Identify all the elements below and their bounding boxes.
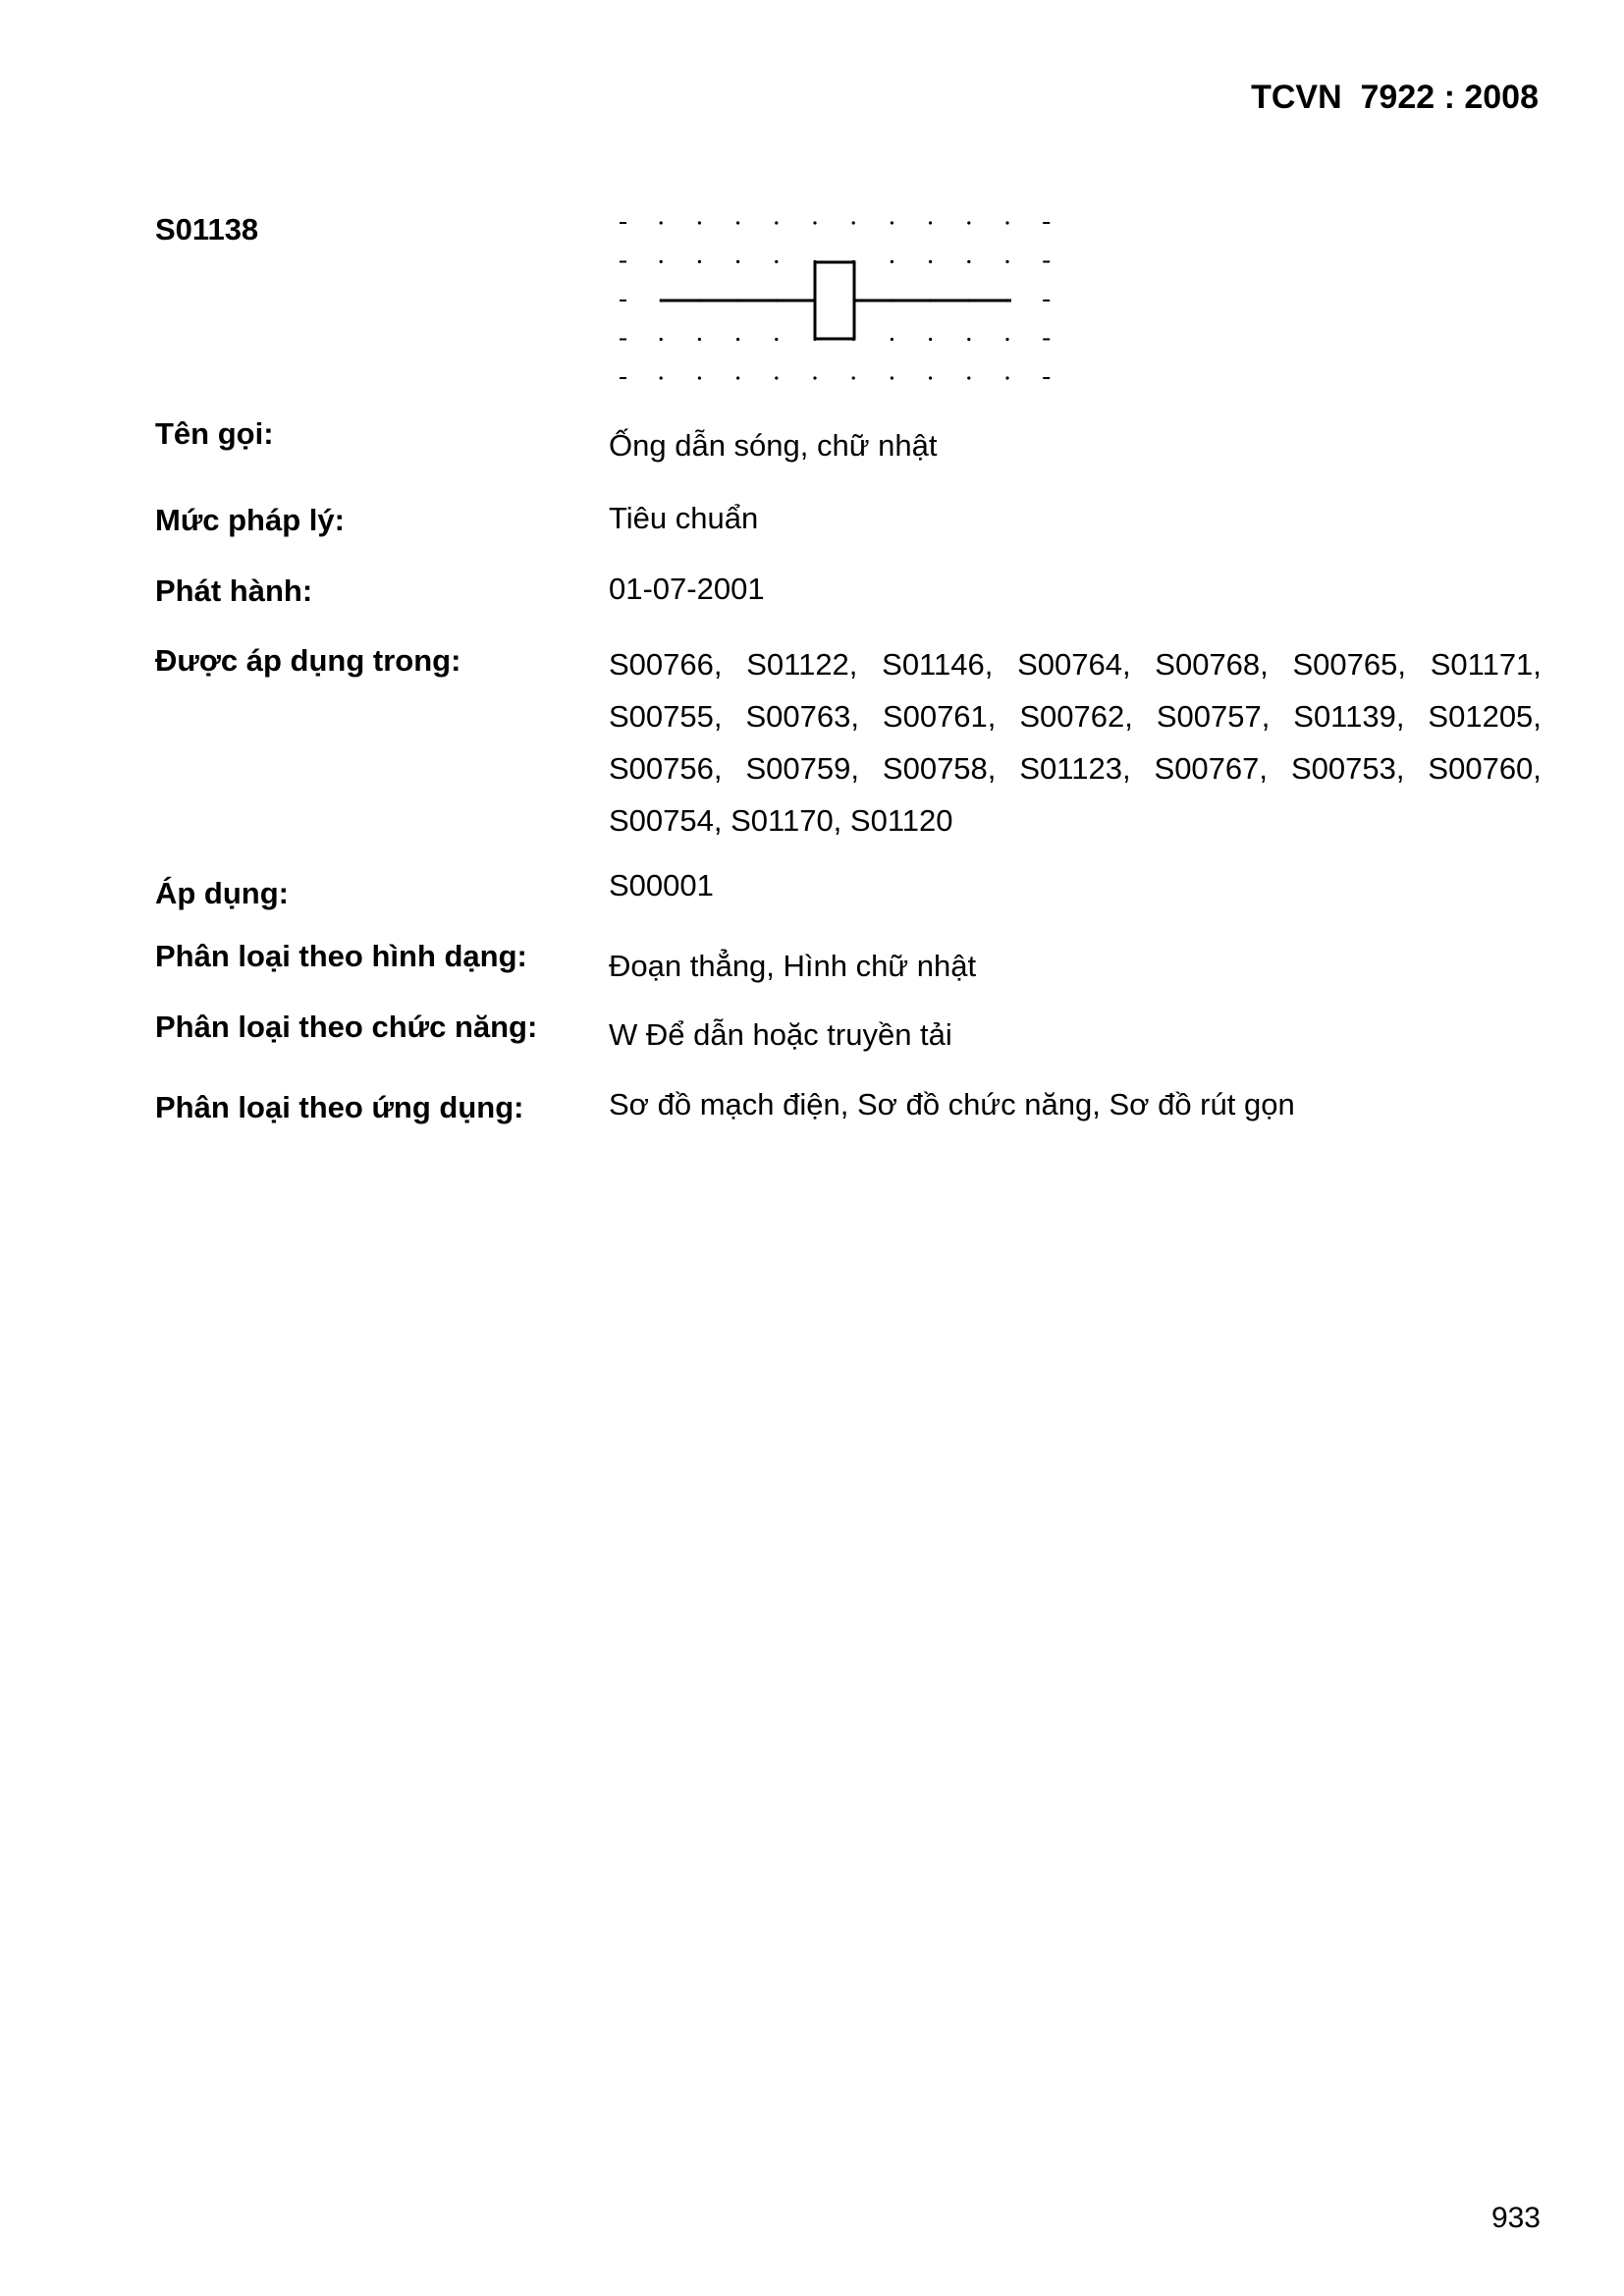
grid-dot (660, 260, 663, 263)
shape-classification-label: Phân loại theo hình dạng: (155, 939, 527, 973)
grid-dot (813, 376, 816, 379)
grid-dot (620, 222, 626, 224)
grid-dot (698, 221, 701, 224)
applied-in-item: S00767, (1154, 751, 1269, 786)
grid-dot (967, 376, 970, 379)
issued-value: 01-07-2001 (609, 572, 765, 606)
grid-dot (1005, 260, 1008, 263)
name-value: Ống dẫn sóng, chữ nhật (609, 428, 938, 463)
applied-in-item: S00766, (609, 647, 723, 682)
applied-in-item: S00755, (609, 699, 723, 734)
function-classification-label: Phân loại theo chức năng: (155, 1010, 538, 1044)
standard-header: TCVN 7922 : 2008 (1251, 79, 1539, 116)
applied-in-item: S00768, (1155, 647, 1269, 682)
grid-dot (1043, 222, 1050, 224)
grid-dot (1043, 339, 1050, 341)
applied-in-item: S01139, (1293, 699, 1405, 734)
applied-in-item: S00757, (1156, 699, 1271, 734)
grid-dot (775, 338, 778, 341)
applies-value: S00001 (609, 868, 714, 902)
applied-in-item: S00763, (745, 699, 859, 734)
grid-dot (775, 260, 778, 263)
applied-in-item: S00754, S01170, S01120 (609, 803, 953, 838)
grid-dot (929, 338, 932, 341)
symbol-graphic (609, 206, 1060, 393)
grid-dot (698, 338, 701, 341)
applied-in-item: S00753, (1290, 751, 1405, 786)
applied-in-item: S00764, (1017, 647, 1131, 682)
grid-dot (660, 376, 663, 379)
issued-label: Phát hành: (155, 574, 313, 608)
waveguide-rectangle (815, 262, 854, 339)
grid-dot (1005, 376, 1008, 379)
grid-dot (736, 260, 739, 263)
grid-dot (620, 339, 626, 341)
application-classification-value: Sơ đồ mạch điện, Sơ đồ chức năng, Sơ đồ rút gọn (609, 1087, 1295, 1121)
applied-in-line (609, 742, 1542, 794)
grid-dot (775, 221, 778, 224)
applied-in-item: S00762, (1019, 699, 1133, 734)
applied-in-item: S00761, (882, 699, 997, 734)
grid-dot (929, 221, 932, 224)
grid-dot (967, 221, 970, 224)
grid-dot (929, 376, 932, 379)
applied-in-item: S01205, (1428, 699, 1542, 734)
applied-in-line (609, 638, 1542, 690)
grid-dot (1005, 221, 1008, 224)
page-number: 933 (1490, 2202, 1541, 2234)
grid-dot (852, 221, 855, 224)
legal-level-value: Tiêu chuẩn (609, 501, 759, 535)
grid-dot (736, 338, 739, 341)
grid-dot (1005, 338, 1008, 341)
grid-dot (929, 260, 932, 263)
symbol-id: S01138 (155, 212, 259, 246)
applies-label: Áp dụng: (155, 876, 290, 910)
grid-dot (1043, 261, 1050, 263)
grid-dot (698, 376, 701, 379)
applied-in-item: S00765, (1292, 647, 1406, 682)
applied-in-line (609, 690, 1542, 742)
applied-in-item: S00756, (609, 751, 723, 786)
application-classification-label: Phân loại theo ứng dụng: (155, 1090, 524, 1124)
function-classification-value: W Để dẫn hoặc truyền tải (609, 1017, 952, 1052)
grid-dot (891, 260, 893, 263)
grid-dot (698, 260, 701, 263)
grid-dot (620, 300, 626, 301)
grid-dot (736, 221, 739, 224)
grid-dot (852, 376, 855, 379)
applied-in-line (609, 794, 1542, 847)
applied-in-list (609, 638, 1542, 847)
grid-dot (891, 338, 893, 341)
applied-in-item: S00759, (745, 751, 859, 786)
applied-in-item: S01171, (1430, 647, 1542, 682)
rectangular-waveguide-symbol-icon (609, 206, 1060, 398)
grid-dot (620, 261, 626, 263)
grid-dot (891, 376, 893, 379)
applied-in-label: Được áp dụng trong: (155, 643, 461, 678)
applied-in-item: S01123, (1019, 751, 1131, 786)
grid-dot (660, 221, 663, 224)
grid-dot (967, 260, 970, 263)
grid-dot (1043, 377, 1050, 379)
grid-dot (620, 377, 626, 379)
applied-in-item: S01122, (746, 647, 858, 682)
grid-dot (660, 338, 663, 341)
legal-level-label: Mức pháp lý: (155, 503, 345, 537)
name-label: Tên gọi: (155, 416, 274, 451)
applied-in-item: S01146, (882, 647, 994, 682)
grid-dot (891, 221, 893, 224)
applied-in-item: S00760, (1428, 751, 1542, 786)
grid-dot (1043, 300, 1050, 301)
applied-in-item: S00758, (882, 751, 997, 786)
grid-dot (967, 338, 970, 341)
shape-classification-value: Đoạn thẳng, Hình chữ nhật (609, 949, 977, 983)
grid-dot (775, 376, 778, 379)
grid-dot (736, 376, 739, 379)
grid-dot (813, 221, 816, 224)
